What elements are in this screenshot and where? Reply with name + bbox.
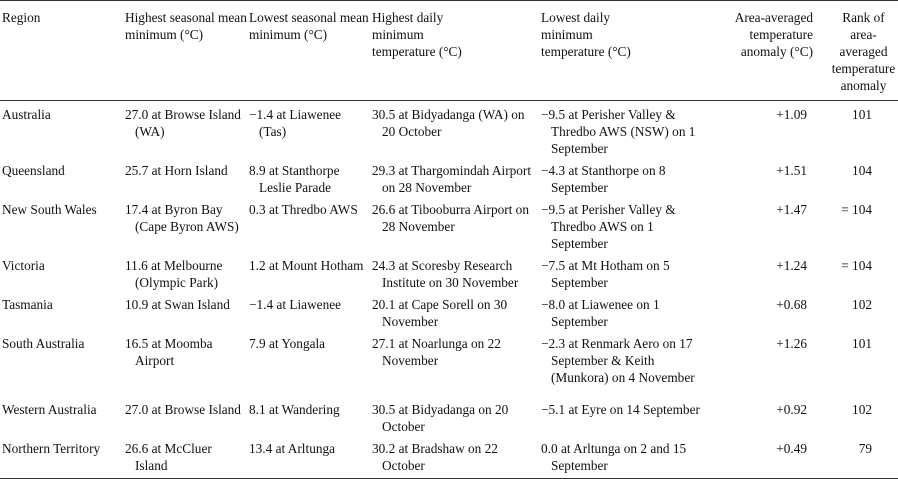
cell-highest-mean	[123, 291, 247, 330]
table-body	[0, 101, 898, 479]
cell-highest-daily	[370, 101, 539, 158]
cell-text: −2.3 at Renmark Aero on 17 September & Keith (Munkora) on 4 November	[541, 336, 695, 385]
cell-lowest-mean	[247, 291, 370, 330]
cell-text: −9.5 at Perisher Valley & Thredbo AWS on 1 September	[541, 202, 676, 251]
cell-text: 0.0 at Arltunga on 2 and 15 September	[541, 441, 687, 473]
cell-lowest-mean	[247, 396, 370, 435]
header-anomaly: Area-averaged temperature anomaly (°C)	[706, 1, 815, 101]
cell-text: −1.4 at Liawenee (Tas)	[249, 107, 342, 139]
cell-text: 26.6 at Tibooburra Airport on 28 November	[372, 202, 529, 234]
cell-lowest-mean	[247, 196, 370, 252]
cell-text: 11.6 at Melbourne (Olympic Park)	[125, 258, 223, 290]
header-lowest-mean: Lowest seasonal mean minimum (°C)	[247, 1, 370, 101]
cell-anomaly: +1.47	[776, 202, 807, 217]
cell-highest-daily	[370, 196, 539, 252]
table-row	[0, 330, 898, 396]
cell-highest-daily	[370, 157, 539, 196]
table-row	[0, 252, 898, 291]
cell-anomaly: +1.26	[776, 336, 807, 351]
cell-text: 27.0 at Browse Island	[125, 402, 241, 417]
header-rank: Rank of area-averaged temperature anomaly	[815, 1, 898, 101]
cell-region: South Australia	[2, 336, 85, 351]
cell-region: Tasmania	[2, 297, 53, 312]
cell-text: −4.3 at Stanthorpe on 8 September	[541, 163, 666, 195]
table-row	[0, 396, 898, 435]
cell-highest-mean	[123, 196, 247, 252]
cell-lowest-daily	[539, 157, 706, 196]
cell-rank: 101	[852, 107, 872, 122]
cell-text: 29.3 at Thargomindah Airport on 28 November	[372, 163, 532, 195]
cell-text: −9.5 at Perisher Valley & Thredbo AWS (NSW) on 1 September	[541, 107, 696, 156]
cell-text: 1.2 at Mount Hotham	[249, 258, 364, 273]
cell-region: Victoria	[2, 258, 45, 273]
cell-lowest-daily	[539, 396, 706, 435]
cell-highest-daily	[370, 291, 539, 330]
cell-anomaly: +1.24	[776, 258, 807, 273]
cell-highest-mean	[123, 330, 247, 396]
cell-text: 8.9 at Stanthorpe Leslie Parade	[249, 163, 340, 195]
cell-text: 20.1 at Cape Sorell on 30 November	[372, 297, 508, 329]
header-region: Region	[0, 1, 123, 101]
cell-lowest-daily	[539, 330, 706, 396]
cell-region: Queensland	[2, 163, 65, 178]
cell-lowest-mean	[247, 157, 370, 196]
header-highest-daily: Highest daily minimum temperature (°C)	[370, 1, 539, 101]
cell-text: 30.5 at Bidyadanga (WA) on 20 October	[372, 107, 525, 139]
cell-anomaly: +0.92	[776, 402, 807, 417]
cell-lowest-daily	[539, 101, 706, 158]
cell-text: −8.0 at Liawenee on 1 September	[541, 297, 660, 329]
cell-rank: 101	[852, 336, 872, 351]
cell-text: 0.3 at Thredbo AWS	[249, 202, 358, 217]
cell-text: −5.1 at Eyre on 14 September	[541, 402, 700, 417]
cell-highest-mean	[123, 396, 247, 435]
cell-anomaly: +1.51	[776, 163, 807, 178]
cell-rank: 102	[852, 297, 872, 312]
table-header	[0, 1, 898, 101]
cell-region: Australia	[2, 107, 51, 122]
cell-lowest-mean	[247, 101, 370, 158]
cell-highest-daily	[370, 396, 539, 435]
cell-text: 30.5 at Bidyadanga on 20 October	[372, 402, 509, 434]
cell-rank: 104	[852, 163, 872, 178]
cell-region: Northern Territory	[0, 435, 123, 479]
cell-highest-daily	[370, 252, 539, 291]
table-row	[0, 291, 898, 330]
cell-lowest-daily	[539, 196, 706, 252]
cell-text: −1.4 at Liawenee	[249, 297, 342, 312]
cell-anomaly: +1.09	[776, 107, 807, 122]
cell-text: 13.4 at Arltunga	[249, 441, 336, 456]
cell-rank: = 104	[841, 202, 872, 217]
cell-highest-mean	[123, 252, 247, 291]
header-lowest-daily: Lowest daily minimum temperature (°C)	[539, 1, 706, 101]
cell-text: 25.7 at Horn Island	[125, 163, 228, 178]
cell-text: 24.3 at Scoresby Research Institute on 30 November	[372, 258, 519, 290]
cell-region: New South Wales	[2, 202, 97, 217]
cell-rank: 79	[815, 435, 898, 479]
cell-text: 27.0 at Browse Island (WA)	[125, 107, 241, 139]
cell-highest-mean	[123, 101, 247, 158]
table-row	[0, 196, 898, 252]
cell-lowest-mean	[247, 330, 370, 396]
cell-lowest-daily	[539, 291, 706, 330]
table-row	[0, 101, 898, 158]
cell-anomaly: +0.49	[706, 435, 815, 479]
cell-text: 10.9 at Swan Island	[125, 297, 230, 312]
cell-highest-mean	[123, 157, 247, 196]
cell-text: 17.4 at Byron Bay (Cape Byron AWS)	[125, 202, 239, 234]
cell-highest-daily	[370, 330, 539, 396]
cell-text: −7.5 at Mt Hotham on 5 September	[541, 258, 670, 290]
cell-text: 8.1 at Wandering	[249, 402, 340, 417]
cell-text: 27.1 at Noarlunga on 22 November	[372, 336, 501, 368]
cell-text: 26.6 at McCluer Island	[125, 441, 212, 473]
cell-text: 30.2 at Bradshaw on 22 October	[372, 441, 498, 473]
cell-rank: 102	[852, 402, 872, 417]
header-highest-mean: Highest seasonal mean minimum (°C)	[123, 1, 247, 101]
cell-region: Western Australia	[2, 402, 97, 417]
table-row	[0, 157, 898, 196]
cell-text: 16.5 at Moomba Airport	[125, 336, 213, 368]
cell-lowest-daily	[539, 252, 706, 291]
cell-lowest-mean	[247, 252, 370, 291]
cell-anomaly: +0.68	[776, 297, 807, 312]
cell-text: 7.9 at Yongala	[249, 336, 326, 351]
cell-rank: = 104	[841, 258, 872, 273]
